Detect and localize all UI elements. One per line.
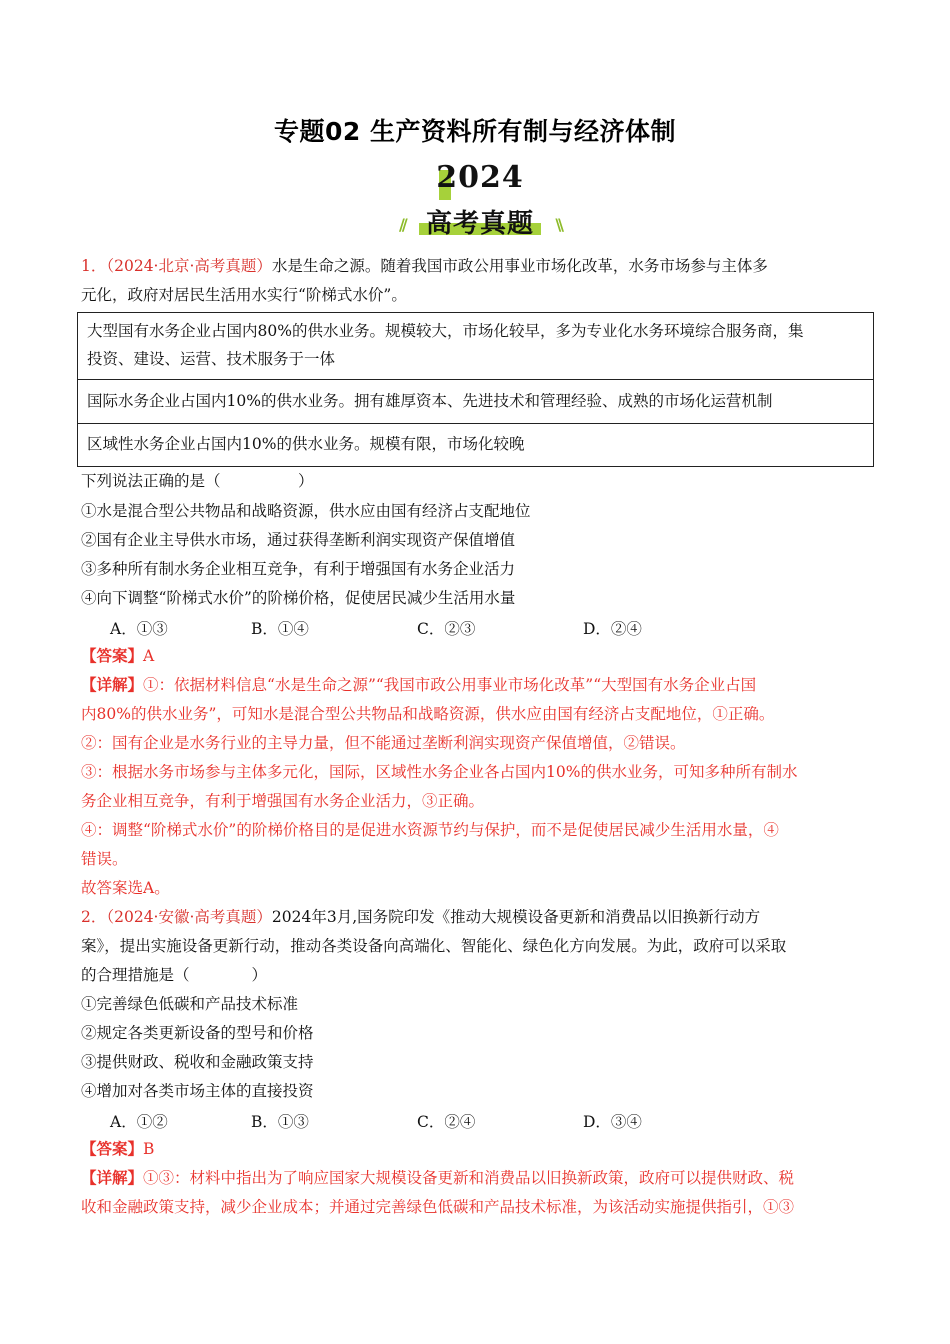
q2-option-d: D．③④ [583,1113,642,1131]
q1-option-c: C．②③ [417,620,476,638]
year-label: 2024 [436,160,524,195]
q2-stem-text-1: 2024年3月,国务院印发《推动大规模设备更新和消费品以旧换新行动方 [271,908,761,926]
q1-detail-line: 务企业相互竞争，有利于增强国有水务企业活力，③正确。 [81,792,485,810]
q2-answer [81,1139,154,1159]
q1-stem-line-1 [81,256,768,276]
q1-detail-line [81,675,756,695]
banner-left-slash-icon: // [399,215,405,234]
q2-stem-line-1 [81,907,760,927]
q2-answer-tag: 【答案】 [81,1139,144,1158]
q1-detail-tag: 【详解】 [81,675,144,694]
q1-answer-tag: 【答案】 [81,646,144,665]
q2-option-a: A．①② [110,1113,168,1131]
q1-detail-line: ④：调整“阶梯式水价”的阶梯价格目的是促进水资源节约与保护，而不是促使居民减少生活用水量，④ [81,821,779,839]
section-label: 高考真题 [425,209,534,239]
q2-item: ①完善绿色低碳和产品技术标准 [81,995,299,1013]
q2-answer-value: B [143,1140,155,1158]
q1-answer-value: A [143,647,155,665]
q1-option-b: B．①④ [251,620,309,638]
q2-detail-line: 收和金融政策支持，减少企业成本；并通过完善绿色低碳和产品技术标准，为该活动实施提供指引，①③ [81,1198,795,1216]
q1-item: ①水是混合型公共物品和战略资源，供水应由国有经济占支配地位 [81,502,531,520]
q1-stem-text-1: 水是生命之源。随着我国市政公用事业市场化改革，水务市场参与主体多 [271,257,768,275]
q1-detail-line: 故答案选A。 [81,879,170,897]
q1-option-a: A．①③ [110,620,168,638]
q2-detail-tag: 【详解】 [81,1168,144,1187]
table-cell-line: 区域性水务企业占国内10%的供水业务。规模有限，市场化较晚 [87,435,525,453]
q1-item: ③多种所有制水务企业相互竞争，有利于增强国有水务企业活力 [81,560,516,578]
q1-ask: 下列说法正确的是（ ） [81,472,314,490]
table-cell-line: 国际水务企业占国内10%的供水业务。拥有雄厚资本、先进技术和管理经验、成熟的市场化运营机制 [87,392,773,410]
table-cell-line: 大型国有水务企业占国内80%的供水业务。规模较大，市场化较早，多为专业化水务环境综合服务商，集 [87,322,804,340]
section-banner [395,201,565,241]
year-heading [405,160,555,204]
q2-item: ④增加对各类市场主体的直接投资 [81,1082,314,1100]
q1-detail-line: ②：国有企业是水务行业的主导力量，但不能通过垄断利润实现资产保值增值，②错误。 [81,734,686,752]
q2-source: 2．（2024·安徽·高考真题） [81,908,272,926]
q1-option-d: D．②④ [583,620,642,638]
q1-item: ②国有企业主导供水市场，通过获得垄断利润实现资产保值增值 [81,531,516,549]
banner-right-slash-icon: \\ [555,215,561,234]
table-row [78,380,873,424]
table-row [78,313,873,380]
q2-item: ③提供财政、税收和金融政策支持 [81,1053,314,1071]
q1-detail-line: 错误。 [81,850,128,868]
q1-material-table [77,312,874,467]
table-cell-line: 投资、建设、运营、技术服务于一体 [87,350,336,368]
q2-detail-text: ①③：材料中指出为了响应国家大规模设备更新和消费品以旧换新政策，政府可以提供财政、税 [143,1169,795,1187]
q2-detail-line [81,1168,794,1188]
q2-option-c: C．②④ [417,1113,476,1131]
page-title: 专题02 生产资料所有制与经济体制 [274,117,676,146]
q1-source: 1．（2024·北京·高考真题） [81,257,272,275]
q2-stem-line-2: 案》，提出实施设备更新行动，推动各类设备向高端化、智能化、绿色化方向发展。为此，政府可以采取 [81,937,787,955]
q1-detail-line: 内80%的供水业务”，可知水是混合型公共物品和战略资源，供水应由国有经济占支配地位，①正确。 [81,705,775,723]
q1-detail-text: ①：依据材料信息“水是生命之源”“我国市政公用事业市场化改革”“大型国有水务企业占国 [143,676,757,694]
q2-option-b: B．①③ [251,1113,309,1131]
q2-stem-line-3: 的合理措施是（ ） [81,966,268,984]
q1-item: ④向下调整“阶梯式水价”的阶梯价格，促使居民减少生活用水量 [81,589,516,607]
table-row [78,424,873,466]
q1-detail-line: ③：根据水务市场参与主体多元化，国际，区域性水务企业各占国内10%的供水业务，可知多种所有制水 [81,763,798,781]
q1-stem-line-2: 元化，政府对居民生活用水实行“阶梯式水价”。 [81,286,407,304]
q1-answer [81,646,154,666]
q2-item: ②规定各类更新设备的型号和价格 [81,1024,314,1042]
